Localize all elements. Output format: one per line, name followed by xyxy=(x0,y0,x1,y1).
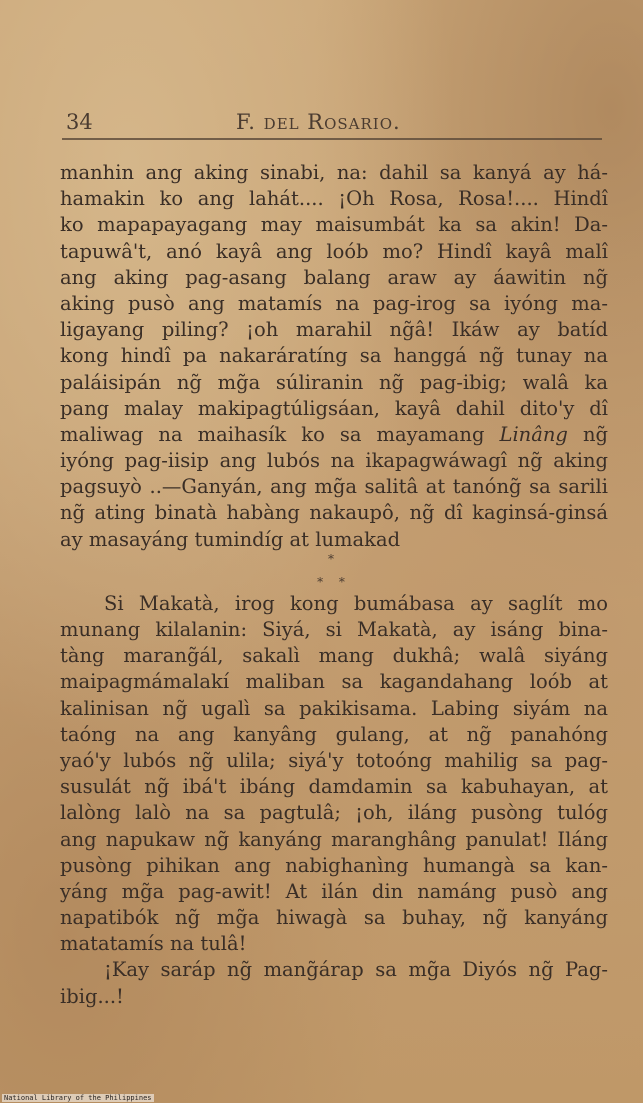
text-line: iyóng pag-iisip ang lubós na ikapagwáwagî ng̃ aking xyxy=(60,449,608,473)
text-line: napatibók ng̃ mg̃a hiwagà sa buhay, ng̃ kanyáng xyxy=(60,906,608,930)
text-line: Si Makatà, irog kong bumábasa ay saglít mo xyxy=(104,591,608,615)
text-line: pang malay makipagtúligsáan, kayâ dahil dito'y dî xyxy=(60,396,608,420)
text-line: ko mapapayagang may maisumbát ka sa akin! Da- xyxy=(60,213,608,237)
text-line: maipagmámalakí maliban sa kagandahang loób at xyxy=(60,670,608,694)
text-line: matatamís na tulâ! xyxy=(60,932,247,956)
text-line: pagsuyò ..—Ganyán, ang mg̃a salitâ at tanóng̃ sa sarili xyxy=(60,475,608,499)
text-line: aking pusò ang matamís na pag-irog sa iyóng ma- xyxy=(60,291,608,315)
asterism-bottom: * * xyxy=(317,574,351,589)
text-line: ¡Kay saráp ng̃ mang̃árap sa mg̃a Diyós ng̃ Pag- xyxy=(104,958,608,982)
running-head-initial: F. xyxy=(236,110,256,134)
text-line: tapuwâ't, anó kayâ ang loób mo? Hindî kayâ malî xyxy=(60,239,608,263)
text-line: ang napukaw ng̃ kanyáng maranghâng panulat! Iláng xyxy=(60,827,608,851)
text-line: kong hindî pa nakaráratíng sa hanggá ng̃ tunay na xyxy=(60,344,608,368)
text-line-with-italic xyxy=(60,422,608,448)
library-watermark: National Library of the Philippines xyxy=(4,1094,152,1102)
text-line: yáng mg̃a pag-awit! At ilán din namáng pusò ang xyxy=(60,879,608,903)
text-segment: ng̃ xyxy=(582,422,609,446)
paragraph-3 xyxy=(60,957,608,1009)
text-line: ay masayáng tumindíg at lumakad xyxy=(60,527,401,551)
italic-word: Linâng xyxy=(499,422,568,446)
text-segment: maliwag na maihasík ko sa mayamang xyxy=(60,422,485,446)
text-line: pusòng pihikan ang nabighanìng humangà sa kan- xyxy=(60,853,608,877)
text-line: tàng marang̃ál, sakalì mang dukhâ; walâ siyáng xyxy=(60,644,608,668)
asterism-top: * xyxy=(328,551,340,566)
page-number: 34 xyxy=(66,110,93,134)
running-head xyxy=(236,110,401,134)
text-line: ang aking pag-asang balang araw ay áawitin ng̃ xyxy=(60,265,608,289)
text-line: ng̃ ating binatà habàng nakaupô, ng̃ dî kaginsá-ginsá xyxy=(60,501,608,525)
text-line: yaó'y lubós ng̃ ulila; siyá'y totoóng mahilig sa pag- xyxy=(60,748,608,772)
paragraph-2 xyxy=(60,591,608,958)
page-header xyxy=(66,108,606,138)
text-line: hamakin ko ang lahát.... ¡Oh Rosa, Rosa!.... Hindî xyxy=(60,187,608,211)
text-line: ibig...! xyxy=(60,984,124,1008)
text-line: lalòng lalò na sa pagtulâ; ¡oh, iláng pusòng tulóg xyxy=(60,801,608,825)
text-line: susulát ng̃ ibá't ibáng damdamin sa kabuhayan, at xyxy=(60,775,608,799)
paragraph-1 xyxy=(60,160,608,553)
header-rule xyxy=(62,138,602,140)
section-separator xyxy=(60,553,608,591)
text-line: paláisipán ng̃ mg̃a súliranin ng̃ pag-ibig; walâ ka xyxy=(60,370,608,394)
text-line: munang kilalanin: Siyá, si Makatà, ay isáng bina- xyxy=(60,618,608,641)
text-line: kalinisan ng̃ ugalì sa pakikisama. Labing siyám na xyxy=(60,696,608,720)
text-line: manhin ang aking sinabi, na: dahil sa kanyá ay há- xyxy=(60,161,608,184)
running-head-author: del Rosario. xyxy=(263,110,401,134)
body-text xyxy=(60,160,608,1010)
text-line: ligayang piling? ¡oh marahil ng̃â! Ikáw ay batíd xyxy=(60,318,608,342)
text-line: taóng na ang kanyâng gulang, at ng̃ panahóng xyxy=(60,722,608,746)
